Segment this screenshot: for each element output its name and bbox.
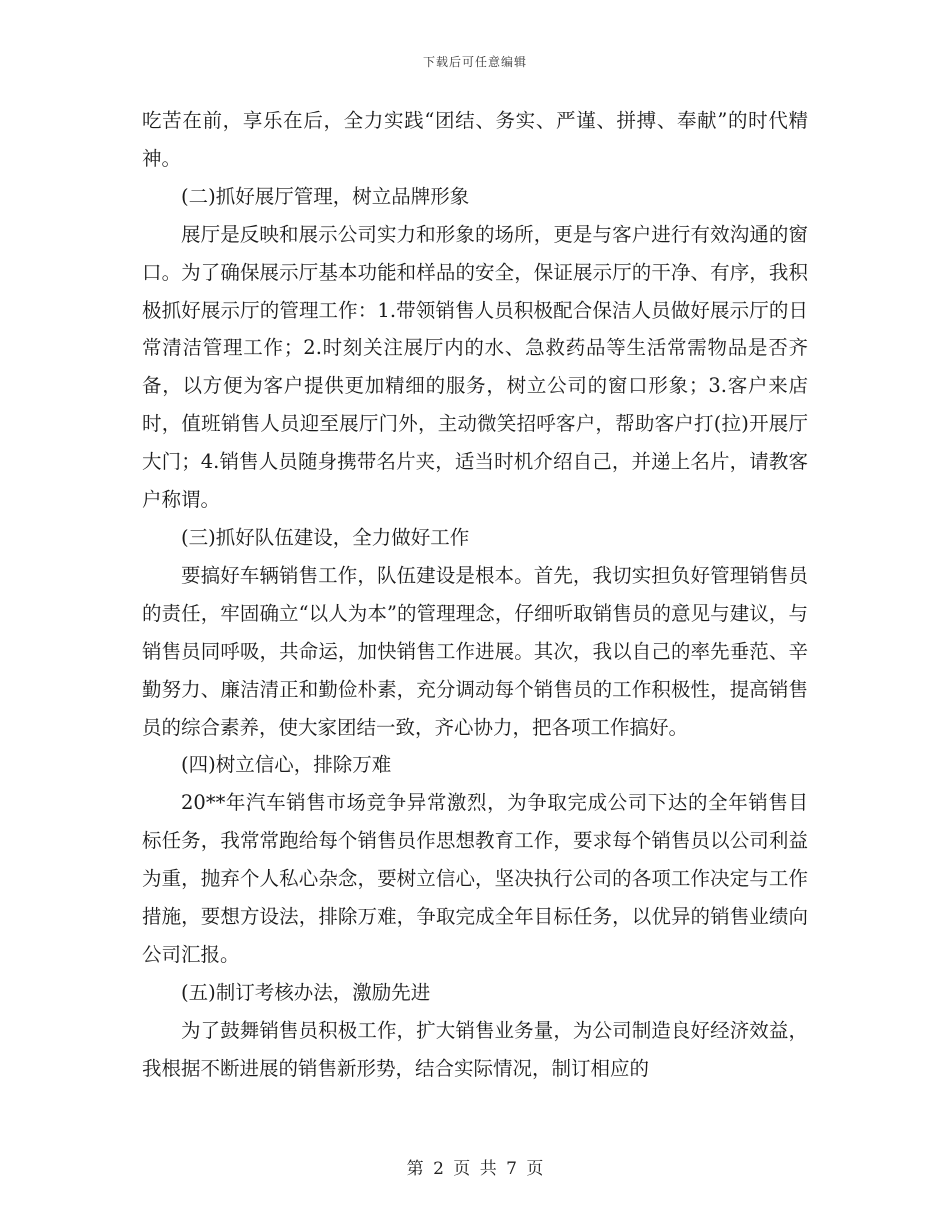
paragraph-team: 要搞好车辆销售工作，队伍建设是根本。首先，我切实担负好管理销售员的责任，牢固确立“以人为本”的管理理念，仔细听取销售员的意见与建议，与销售员同呼吸，共命运，加快销售工作进展。其次，我以自己的率先垂范、辛勤努力、廉洁清正和勤俭朴素，充分调动每个销售员的工作积极性，提高销售员的综合素养，使大家团结一致，齐心协力，把各项工作搞好。 [142,563,808,739]
section-heading-5: (五)制订考核办法，激励先进 [181,980,431,1004]
page-header: 下载后可任意编辑 [422,55,527,69]
paragraph-showroom: 展厅是反映和展示公司实力和形象的场所，更是与客户进行有效沟通的窗口。为了确保展示厅基本功能和样品的安全，保证展示厅的干净、有序，我积极抓好展示厅的管理工作：1.带领销售人员积极配合保洁人员做好展示厅的日常清洁管理工作；2.时刻关注展厅内的水、急救药品等生活常需物品是否齐备，以方便为客户提供更加精细的服务，树立公司的窗口形象；3.客户来店时，值班销售人员迎至展厅门外，主动微笑招呼客户，帮助客户打(拉)开展厅大门；4.销售人员随身携带名片夹，适当时机介绍自己，并递上名片，请教客户称谓。 [142,222,808,512]
paragraph-confidence: 20**年汽车销售市场竞争异常激烈，为争取完成公司下达的全年销售目标任务，我常常跑给每个销售员作思想教育工作，要求每个销售员以公司利益为重，抛弃个人私心杂念，要树立信心，坚决执行公司的各项工作决定与工作措施，要想方设法，排除万难，争取完成全年目标任务，以优异的销售业绩向公司汇报。 [142,791,808,966]
section-heading-2: (二)抓好展厅管理，树立品牌形象 [181,184,470,208]
paragraph-continuation: 吃苦在前，享乐在后，全力实践“团结、务实、严谨、拼搏、奉献”的时代精神。 [142,109,808,170]
document-body [142,102,808,1088]
page-number-footer: 第 2 页 共 7 页 [406,1159,544,1179]
section-heading-4: (四)树立信心，排除万难 [181,753,392,777]
paragraph-assessment: 为了鼓舞销售员积极工作，扩大销售业务量，为公司制造良好经济效益，我根据不断进展的销售新形势，结合实际情况，制订相应的 [142,1018,808,1080]
section-heading-3: (三)抓好队伍建设，全力做好工作 [181,525,470,549]
